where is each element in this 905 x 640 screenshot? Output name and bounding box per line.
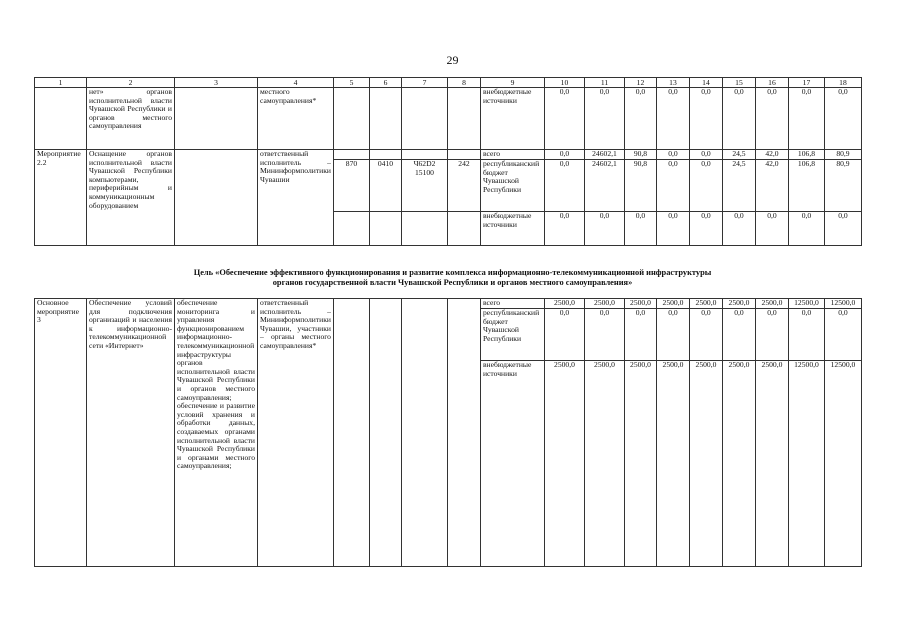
cell-empty <box>333 309 369 361</box>
cell-empty <box>401 88 447 150</box>
cell-value: 0,0 <box>755 88 788 150</box>
goal-line-2: органов государственной власти Чувашской Республики и органов местного самоуправления» <box>272 278 633 287</box>
cell-value: 2500,0 <box>656 361 689 567</box>
col-num: 3 <box>175 78 258 88</box>
cell-value: 2500,0 <box>689 299 722 309</box>
cell-source: республиканский бюджет Чувашской Республики <box>480 309 544 361</box>
cell-empty <box>369 361 401 567</box>
cell-activity-name: Основное мероприятие 3 <box>35 299 87 567</box>
cell-value: 2500,0 <box>755 361 788 567</box>
page-number: 29 <box>446 53 459 67</box>
col-num: 8 <box>447 78 480 88</box>
cell-value: 90,8 <box>624 160 656 212</box>
cell-empty <box>447 212 480 246</box>
cell-value: 0,0 <box>722 309 755 361</box>
cell-target-code: Ч62D2 15100 <box>401 160 447 212</box>
cell-source: всего <box>480 150 544 160</box>
col-num: 15 <box>722 78 755 88</box>
cell-executor: ответственный исполнитель – Мининформполитики Чувашии, участники – органы местного самоуправления* <box>258 299 334 567</box>
table-row <box>35 299 862 309</box>
cell-gov-code: 870 <box>333 160 369 212</box>
cell-empty <box>369 309 401 361</box>
cell-value: 2500,0 <box>624 361 656 567</box>
cell-value: 0,0 <box>689 160 722 212</box>
cell-empty <box>369 150 401 160</box>
cell-empty <box>401 299 447 309</box>
cell-value: 12500,0 <box>788 361 824 567</box>
cell-value: 0,0 <box>755 309 788 361</box>
cell-empty <box>401 212 447 246</box>
cell-value: 0,0 <box>722 88 755 150</box>
cell-value: 0,0 <box>544 309 584 361</box>
cell-value: 0,0 <box>544 88 584 150</box>
cell-source: всего <box>480 299 544 309</box>
cell-value: 12500,0 <box>824 361 861 567</box>
col-num: 12 <box>624 78 656 88</box>
cell-value: 80,9 <box>824 150 861 160</box>
cell-empty <box>401 150 447 160</box>
col-num: 7 <box>401 78 447 88</box>
cell-value: 0,0 <box>544 160 584 212</box>
col-num: 10 <box>544 78 584 88</box>
col-num: 1 <box>35 78 87 88</box>
goal-line-1: Цель «Обеспечение эффективного функционирования и развитие комплекса информационно-телекоммуникационной инфраструктуры <box>193 268 712 277</box>
cell-empty <box>333 361 369 567</box>
cell-empty <box>369 212 401 246</box>
cell-empty <box>401 361 447 567</box>
cell-value: 106,8 <box>788 150 824 160</box>
cell-value: 0,0 <box>584 212 624 246</box>
cell-value: 0,0 <box>544 212 584 246</box>
cell-section-code: 0410 <box>369 160 401 212</box>
cell-value: 2500,0 <box>544 299 584 309</box>
cell-value: 2500,0 <box>544 361 584 567</box>
col-num: 2 <box>87 78 175 88</box>
cell-goal-description: обеспечение мониторинга и управления функционированием информационно-телекоммуникационной инфраструктуры органов исполнительной власти Чувашской Республики и органов местного самоуправления; обеспечение и развитие условий хранения и обработки данных, создаваемых органами исполнительной власти Чувашской Республики и органами местного самоуправления; <box>175 299 258 567</box>
cell-source: внебюджетные источники <box>480 88 544 150</box>
cell-value: 90,8 <box>624 150 656 160</box>
cell-value: 24602,1 <box>584 160 624 212</box>
cell-value: 0,0 <box>624 309 656 361</box>
cell-value: 2500,0 <box>584 361 624 567</box>
cell-empty <box>447 150 480 160</box>
cell-value: 42,0 <box>755 150 788 160</box>
column-number-row <box>35 78 862 88</box>
cell-empty <box>369 88 401 150</box>
cell-value: 2500,0 <box>722 361 755 567</box>
cell-description: Обеспечение условий для подключения организаций и населения к информационно-телекоммуникационной сети «Интернет» <box>87 299 175 567</box>
table-row <box>35 150 862 160</box>
cell-value: 0,0 <box>824 309 861 361</box>
cell-value: 0,0 <box>624 212 656 246</box>
cell-value: 0,0 <box>584 309 624 361</box>
cell-empty <box>35 88 87 150</box>
cell-empty <box>447 88 480 150</box>
cell-executor: ответственный исполнитель – Мининформполитики Чувашии <box>258 150 334 246</box>
col-num: 16 <box>755 78 788 88</box>
cell-value: 0,0 <box>722 212 755 246</box>
cell-value: 2500,0 <box>584 299 624 309</box>
cell-value: 0,0 <box>584 88 624 150</box>
col-num: 17 <box>788 78 824 88</box>
col-num: 6 <box>369 78 401 88</box>
budget-table-bottom <box>34 298 862 567</box>
cell-value: 0,0 <box>689 212 722 246</box>
cell-value: 0,0 <box>656 212 689 246</box>
cell-executor: местного самоуправления* <box>258 88 334 150</box>
cell-empty <box>369 299 401 309</box>
cell-empty <box>447 309 480 361</box>
cell-value: 0,0 <box>788 212 824 246</box>
cell-value: 0,0 <box>656 160 689 212</box>
cell-value: 0,0 <box>689 150 722 160</box>
cell-value: 0,0 <box>656 88 689 150</box>
cell-value: 0,0 <box>656 150 689 160</box>
cell-value: 24,5 <box>722 160 755 212</box>
cell-value: 2500,0 <box>656 299 689 309</box>
cell-empty <box>175 150 258 246</box>
cell-value: 0,0 <box>689 309 722 361</box>
cell-empty <box>333 88 369 150</box>
cell-value: 2500,0 <box>624 299 656 309</box>
cell-value: 0,0 <box>656 309 689 361</box>
col-num: 14 <box>689 78 722 88</box>
col-num: 5 <box>333 78 369 88</box>
cell-value: 0,0 <box>544 150 584 160</box>
col-num: 4 <box>258 78 334 88</box>
cell-value: 24,5 <box>722 150 755 160</box>
col-num: 18 <box>824 78 861 88</box>
cell-value: 2500,0 <box>722 299 755 309</box>
cell-empty <box>333 150 369 160</box>
cell-empty <box>333 299 369 309</box>
cell-expense-code: 242 <box>447 160 480 212</box>
cell-source: внебюджетные источники <box>480 212 544 246</box>
cell-value: 80,9 <box>824 160 861 212</box>
cell-empty <box>447 361 480 567</box>
table-row <box>35 88 862 150</box>
cell-value: 42,0 <box>755 160 788 212</box>
cell-source: республиканский бюджет Чувашской Республики <box>480 160 544 212</box>
cell-value: 12500,0 <box>788 299 824 309</box>
cell-empty <box>175 88 258 150</box>
goal-heading <box>34 268 871 288</box>
cell-empty <box>447 299 480 309</box>
cell-empty <box>401 309 447 361</box>
col-num: 13 <box>656 78 689 88</box>
cell-value: 24602,1 <box>584 150 624 160</box>
cell-value: 106,8 <box>788 160 824 212</box>
cell-empty <box>333 212 369 246</box>
cell-value: 0,0 <box>624 88 656 150</box>
col-num: 9 <box>480 78 544 88</box>
cell-value: 0,0 <box>788 88 824 150</box>
cell-value: 12500,0 <box>824 299 861 309</box>
col-num: 11 <box>584 78 624 88</box>
cell-value: 0,0 <box>824 212 861 246</box>
cell-value: 0,0 <box>788 309 824 361</box>
budget-table-top <box>34 77 862 246</box>
cell-activity-name: Мероприятие 2.2 <box>35 150 87 246</box>
cell-value: 2500,0 <box>755 299 788 309</box>
cell-value: 2500,0 <box>689 361 722 567</box>
cell-value: 0,0 <box>755 212 788 246</box>
cell-value: 0,0 <box>824 88 861 150</box>
cell-value: 0,0 <box>689 88 722 150</box>
cell-description: Оснащение органов исполнительной власти Чувашской Республики компьютерами, периферийным и коммуникационным оборудованием <box>87 150 175 246</box>
cell-description: нет» органов исполнительной власти Чувашской Республики и органов местного самоуправления <box>87 88 175 150</box>
cell-source: внебюджетные источники <box>480 361 544 567</box>
